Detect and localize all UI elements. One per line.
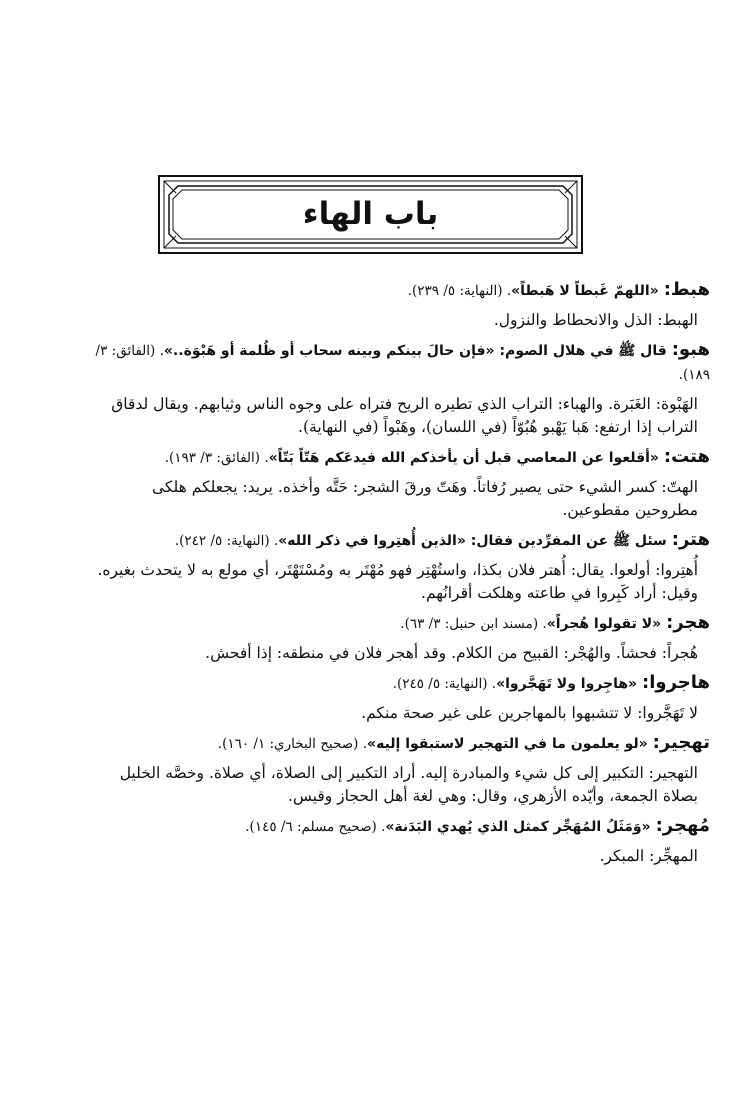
entry-quote: قال ﷺ في هلال الصوم: «فإن حالَ بينكم وبينه سحاب أو ظُلمة أو هَبْوَة..» xyxy=(163,343,667,359)
entry-line xyxy=(84,528,710,553)
entry-headword: تهجير: xyxy=(652,732,710,753)
entry-quote: «لو يعلمون ما في التهجير لاستبقوا إليه» xyxy=(367,736,648,752)
entry-quote: سئل ﷺ عن المفرِّدين فقال: «الذين أُهتِروا في ذكر الله» xyxy=(278,533,667,549)
entry-line xyxy=(84,338,710,387)
entry-explanation: الهبط: الذل والانحطاط والنزول. xyxy=(493,311,698,329)
entry-source: . (صحيح البخاري: ١/ ١٦٠). xyxy=(217,736,368,752)
entry-headword: هاجروا: xyxy=(642,672,710,693)
entry-line xyxy=(84,278,710,303)
entry-source: . (النهاية: ٥/ ٢٤٥). xyxy=(392,676,497,692)
entry-headword: هبط: xyxy=(663,279,710,300)
entry-quote: «اللهمّ غَبطاً لا هَبطاً» xyxy=(511,283,659,299)
entry-explanation: الهَبْوة: الغَبَرة. والهباء: التراب الذي تطيره الريح فتراه على وجوه الناس وثيابهم. ويقال لدقاق التراب إذا ارتفع: هَبا يَهْبو هُبُوّاً (في اللسان)، وهَبْواً (في النهاية). xyxy=(111,395,698,436)
entry xyxy=(84,278,710,332)
entry-line xyxy=(84,671,710,696)
entry-explanation: التهجير: التكبير إلى كل شيء والمبادرة إليه. أراد التكبير إلى الصلاة، أي صلاة. وخصَّه الخليل بصلاة الجمعة، وأيّده الأزهري، وقال: وهي لغة أهل الحجاز وقيس. xyxy=(119,764,698,805)
entry xyxy=(84,731,710,808)
entry-quote: «هاجِروا ولا تَهَجَّروا» xyxy=(496,676,638,692)
entry-line xyxy=(84,445,710,470)
entry-headword: مُهجر: xyxy=(655,815,710,836)
entry-explanation: لا تَهَجَّروا: لا تتشبهوا بالمهاجرين على غير صحة منكم. xyxy=(361,704,698,722)
entry-quote: «أقلعوا عن المعاصي قبل أن يأخذكم الله فيدعَكم هَتّاً بَتّاً» xyxy=(268,450,659,466)
entry-explanation: هُجراً: فحشاً. والهُجْر: القبيح من الكلام. وقد أهجر فلان في منطقه: إذا أفحش. xyxy=(205,644,698,662)
entry xyxy=(84,814,710,868)
entry-quote: «لا تقولوا هُجراً» xyxy=(546,616,662,632)
chapter-title: باب الهاء xyxy=(302,196,439,232)
entry-quote: «وَمَثَلُ المُهَجِّر كمثل الذي يُهدي البَدَنة» xyxy=(385,819,651,835)
entry-headword: هبو: xyxy=(671,339,710,360)
entry-source: . (صحيح مسلم: ٦/ ١٤٥). xyxy=(245,819,386,835)
chapter-title-frame xyxy=(158,175,583,254)
entry-source: . (النهاية: ٥/ ٢٤٢). xyxy=(174,533,279,549)
entry xyxy=(84,338,710,439)
entry xyxy=(84,611,710,665)
entry-line xyxy=(84,731,710,756)
entry-source: . (الفائق: ٣/ ١٨٩). xyxy=(95,343,710,383)
entry-explanation: الهتّ: كسر الشيء حتى يصير رُفاتاً. وهَتّ ورقَ الشجر: حَتَّه وأخذه. يريد: يجعلكم هلكى مطروحين مقطوعين. xyxy=(152,478,698,519)
entry-line xyxy=(84,611,710,636)
entry-explanation: المهجِّر: المبكر. xyxy=(599,847,698,865)
entry-headword: هتت: xyxy=(663,446,710,467)
entry xyxy=(84,671,710,725)
entry xyxy=(84,445,710,522)
entry-explanation: أُهتِروا: أولعوا. يقال: أُهتر فلان بكذا، واستُهْتِر فهو مُهْتَر به ومُسْتَهْتَر، أي مولع به لا يتحدث بغيره. وقيل: أراد كَبِروا في طاعته وهلكت أقرانُهم. xyxy=(97,561,698,602)
entry xyxy=(84,528,710,605)
entry-source: . (مسند ابن حنبل: ٣/ ٦٣). xyxy=(400,616,547,632)
dictionary-entries xyxy=(84,278,710,874)
entry-headword: هتر: xyxy=(671,529,710,550)
entry-source: . (الفائق: ٣/ ١٩٣). xyxy=(164,450,269,466)
entry-source: . (النهاية: ٥/ ٢٣٩). xyxy=(407,283,512,299)
entry-headword: هجر: xyxy=(666,612,710,633)
entry-line xyxy=(84,814,710,839)
